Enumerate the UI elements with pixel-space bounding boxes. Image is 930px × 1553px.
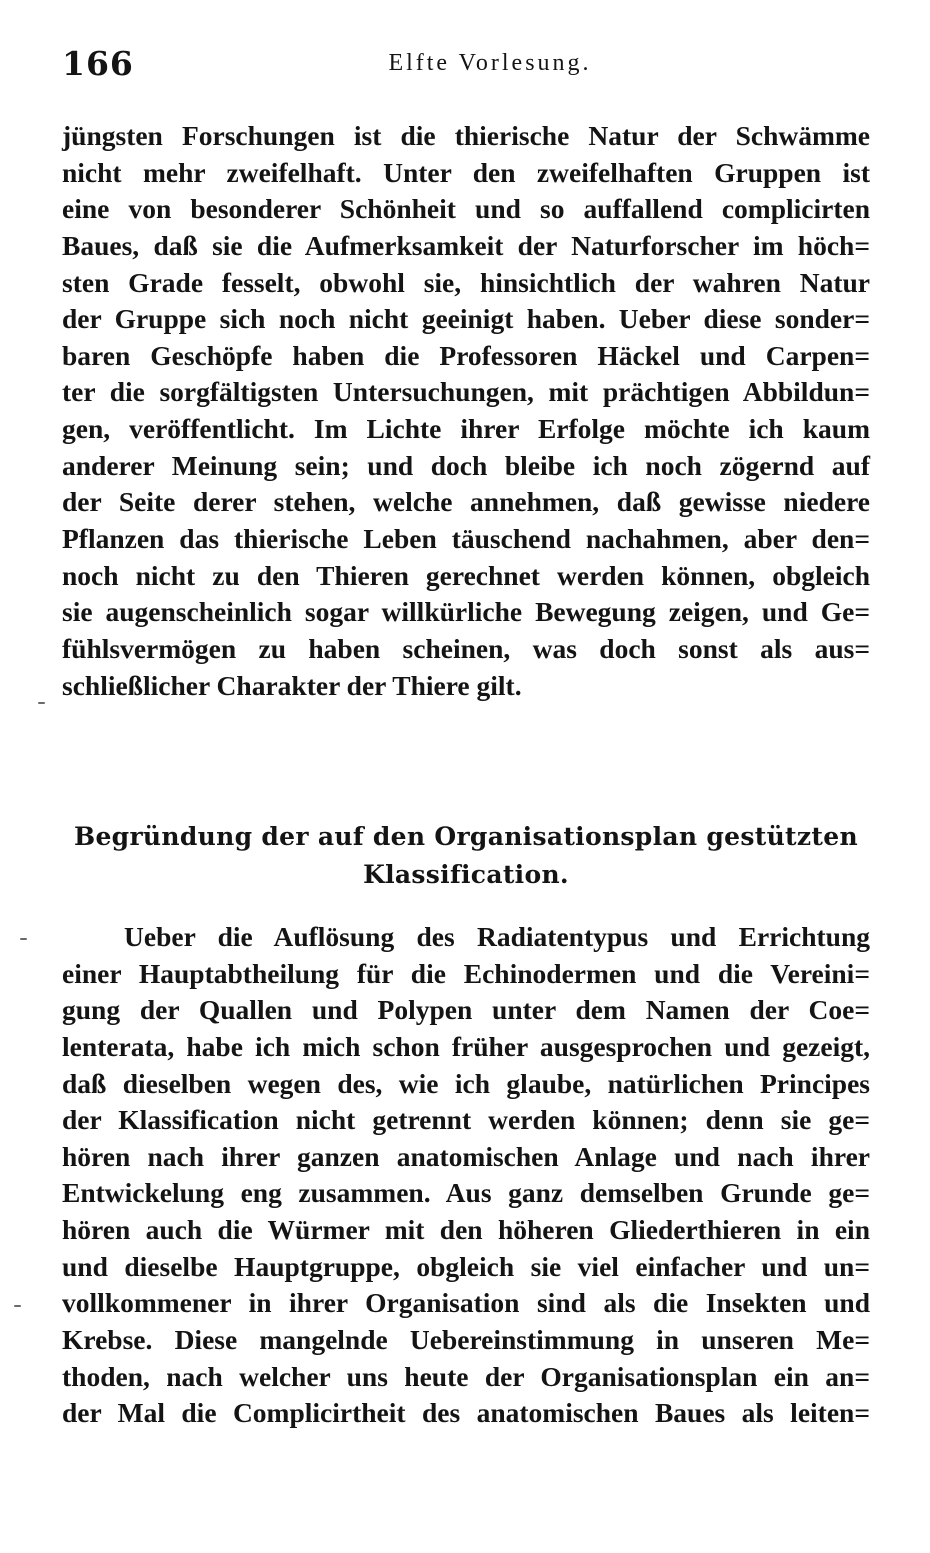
scan-speck	[20, 938, 27, 940]
text-line: der Mal die Complicirtheit des anatomischen Baues als leiten=	[62, 1397, 870, 1429]
text-line: gung der Quallen und Polypen unter dem Namen der Coe=	[62, 994, 870, 1026]
section-heading	[62, 818, 870, 894]
text-line: Pflanzen das thierische Leben täuschend nachahmen, aber den=	[62, 523, 870, 555]
text-line: der Gruppe sich noch nicht geeinigt haben. Ueber diese sonder=	[62, 303, 870, 335]
paragraph-top	[62, 118, 870, 704]
text-line: fühlsvermögen zu haben scheinen, was doch sonst als aus=	[62, 632, 870, 664]
section-heading-line: Begründung der auf den Organisationsplan gestützten	[74, 822, 858, 851]
scan-speck	[38, 702, 45, 704]
text-line: Baues, daß sie die Aufmerksamkeit der Naturforscher im höch=	[62, 229, 870, 261]
text-line: der Seite derer stehen, welche annehmen, daß gewisse niedere	[62, 486, 870, 518]
scan-speck	[14, 1305, 21, 1307]
text-line: hören auch die Würmer mit den höheren Gliederthieren in ein	[62, 1214, 870, 1246]
text-line: daß dieselben wegen des, wie ich glaube, natürlichen Principes	[62, 1067, 870, 1099]
text-line: gen, veröffentlicht. Im Lichte ihrer Erfolge möchte ich kaum	[62, 413, 870, 445]
page-number: 166	[62, 44, 134, 83]
text-line: ter die sorgfältigsten Untersuchungen, mit prächtigen Abbildun=	[62, 376, 870, 408]
text-line: thoden, nach welcher uns heute der Organisationsplan ein an=	[62, 1360, 870, 1392]
text-line: jüngsten Forschungen ist die thierische Natur der Schwämme	[62, 120, 870, 151]
text-line: eine von besonderer Schönheit und so auffallend complicirten	[62, 193, 870, 225]
text-line: lenterata, habe ich mich schon früher ausgesprochen und gezeigt,	[62, 1030, 870, 1062]
text-line: baren Geschöpfe haben die Professoren Häckel und Carpen=	[62, 339, 870, 371]
section-heading-line: Klassification.	[363, 860, 569, 889]
text-line: Ueber die Auflösung des Radiatentypus und Errichtung	[124, 921, 870, 952]
text-line: hören nach ihrer ganzen anatomischen Anlage und nach ihrer	[62, 1140, 870, 1172]
text-line: der Klassification nicht getrennt werden können; denn sie ge=	[62, 1104, 870, 1136]
text-line: Krebse. Diese mangelnde Uebereinstimmung in unseren Me=	[62, 1324, 870, 1356]
text-line: nicht mehr zweifelhaft. Unter den zweifelhaften Gruppen ist	[62, 156, 870, 188]
text-line: und dieselbe Hauptgruppe, obgleich sie viel einfacher und un=	[62, 1250, 870, 1282]
paragraph-bottom	[62, 919, 870, 1432]
text-line: sie augenscheinlich sogar willkürliche Bewegung zeigen, und Ge=	[62, 596, 870, 628]
text-line: noch nicht zu den Thieren gerechnet werden können, obgleich	[62, 559, 870, 591]
text-line: einer Hauptabtheilung für die Echinodermen und die Vereini=	[62, 957, 870, 989]
text-line: Entwickelung eng zusammen. Aus ganz demselben Grunde ge=	[62, 1177, 870, 1209]
running-title: Elfte Vorlesung.	[388, 50, 592, 76]
text-line: schließlicher Charakter der Thiere gilt.	[62, 669, 522, 701]
running-head	[62, 44, 872, 88]
text-line: sten Grade fesselt, obwohl sie, hinsichtlich der wahren Natur	[62, 266, 870, 298]
text-line: anderer Meinung sein; und doch bleibe ich noch zögernd auf	[62, 449, 870, 481]
text-line: vollkommener in ihrer Organisation sind als die Insekten und	[62, 1287, 870, 1319]
